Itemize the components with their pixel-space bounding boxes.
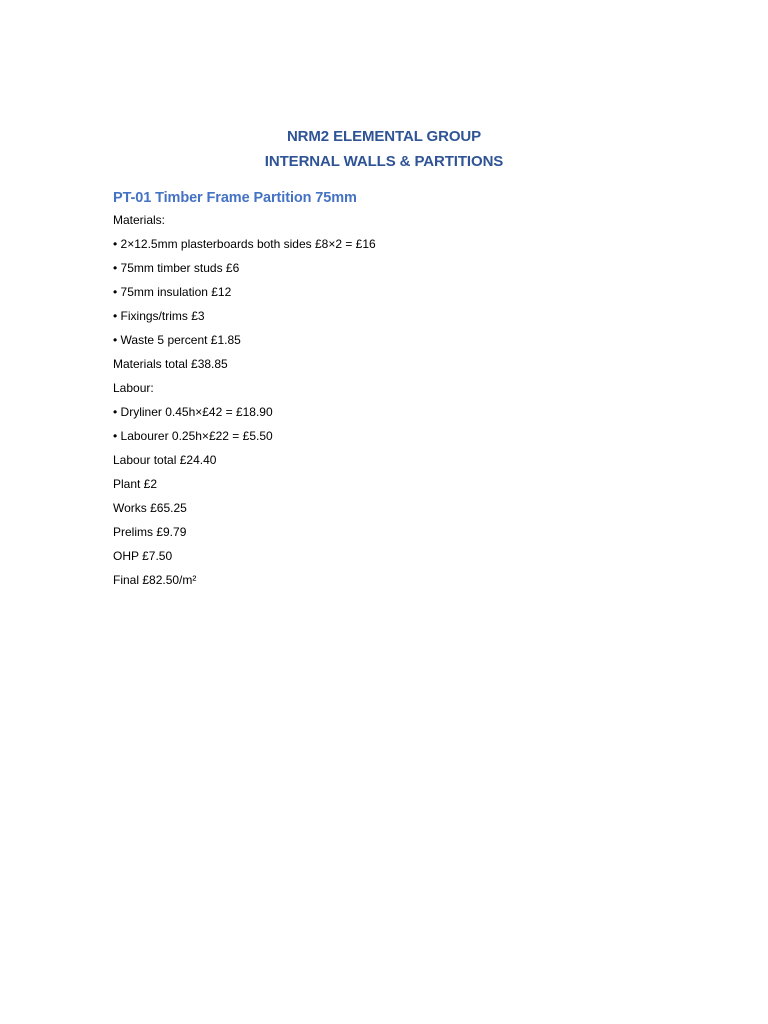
ohp-cost: OHP £7.50 xyxy=(113,549,173,563)
works-cost: Works £65.25 xyxy=(113,501,187,515)
materials-total: Materials total £38.85 xyxy=(113,357,228,371)
document-title xyxy=(0,124,768,174)
materials-item-fixings: • Fixings/trims £3 xyxy=(113,309,205,323)
labour-total: Labour total £24.40 xyxy=(113,453,217,467)
labour-item-dryliner: • Dryliner 0.45h×£42 = £18.90 xyxy=(113,405,273,419)
section-heading: PT-01 Timber Frame Partition 75mm xyxy=(113,190,357,206)
prelims-cost: Prelims £9.79 xyxy=(113,525,187,539)
materials-item-plasterboard: • 2×12.5mm plasterboards both sides £8×2 = £16 xyxy=(113,237,376,251)
plant-cost: Plant £2 xyxy=(113,477,158,491)
materials-item-studs: • 75mm timber studs £6 xyxy=(113,261,240,275)
cost-breakdown xyxy=(113,208,673,592)
materials-item-waste: • Waste 5 percent £1.85 xyxy=(113,333,241,347)
final-rate: Final £82.50/m² xyxy=(113,573,197,587)
labour-item-labourer: • Labourer 0.25h×£22 = £5.50 xyxy=(113,429,273,443)
materials-item-insulation: • 75mm insulation £12 xyxy=(113,285,232,299)
title-line-1: NRM2 ELEMENTAL GROUP xyxy=(286,128,482,145)
labour-label: Labour: xyxy=(113,381,154,395)
materials-label: Materials: xyxy=(113,213,166,227)
title-line-2: INTERNAL WALLS & PARTITIONS xyxy=(264,153,504,170)
